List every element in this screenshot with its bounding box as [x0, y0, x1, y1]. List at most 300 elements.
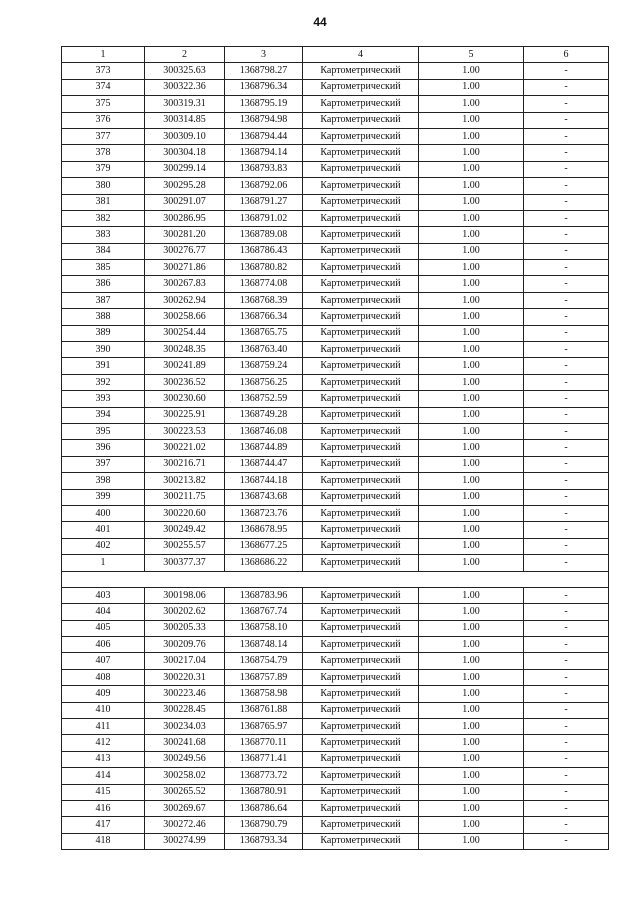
description-cell: -: [524, 456, 609, 472]
point-number-cell: 383: [62, 227, 145, 243]
accuracy-cell: 1.00: [419, 210, 524, 226]
table-row: [62, 702, 609, 718]
x-coordinate-cell: 300255.57: [145, 538, 225, 554]
table-row: [62, 161, 609, 177]
point-number-cell: 409: [62, 686, 145, 702]
accuracy-cell: 1.00: [419, 604, 524, 620]
point-number-cell: 413: [62, 751, 145, 767]
table-row: [62, 128, 609, 144]
point-number-cell: 399: [62, 489, 145, 505]
x-coordinate-cell: 300295.28: [145, 178, 225, 194]
x-coordinate-cell: 300262.94: [145, 292, 225, 308]
method-cell: Картометрический: [303, 489, 419, 505]
description-cell: -: [524, 178, 609, 194]
x-coordinate-cell: 300220.31: [145, 669, 225, 685]
point-number-cell: 400: [62, 505, 145, 521]
column-header: 6: [524, 47, 609, 63]
table-row: [62, 719, 609, 735]
method-cell: Картометрический: [303, 358, 419, 374]
method-cell: Картометрический: [303, 407, 419, 423]
table-header-row: [62, 47, 609, 63]
method-cell: Картометрический: [303, 276, 419, 292]
accuracy-cell: 1.00: [419, 505, 524, 521]
x-coordinate-cell: 300198.06: [145, 587, 225, 603]
x-coordinate-cell: 300319.31: [145, 96, 225, 112]
table-row: [62, 669, 609, 685]
point-number-cell: 388: [62, 309, 145, 325]
x-coordinate-cell: 300241.89: [145, 358, 225, 374]
accuracy-cell: 1.00: [419, 473, 524, 489]
y-coordinate-cell: [225, 571, 303, 587]
x-coordinate-cell: 300241.68: [145, 735, 225, 751]
point-number-cell: 393: [62, 391, 145, 407]
accuracy-cell: 1.00: [419, 800, 524, 816]
column-header: 5: [419, 47, 524, 63]
y-coordinate-cell: 1368793.34: [225, 833, 303, 849]
point-number-cell: 391: [62, 358, 145, 374]
point-number-cell: 418: [62, 833, 145, 849]
x-coordinate-cell: 300213.82: [145, 473, 225, 489]
method-cell: Картометрический: [303, 669, 419, 685]
method-cell: Картометрический: [303, 391, 419, 407]
y-coordinate-cell: 1368763.40: [225, 342, 303, 358]
point-number-cell: 387: [62, 292, 145, 308]
description-cell: -: [524, 555, 609, 571]
y-coordinate-cell: 1368791.02: [225, 210, 303, 226]
point-number-cell: 397: [62, 456, 145, 472]
description-cell: -: [524, 342, 609, 358]
description-cell: -: [524, 686, 609, 702]
x-coordinate-cell: 300265.52: [145, 784, 225, 800]
y-coordinate-cell: 1368743.68: [225, 489, 303, 505]
description-cell: -: [524, 423, 609, 439]
point-number-cell: 406: [62, 637, 145, 653]
point-number-cell: 389: [62, 325, 145, 341]
x-coordinate-cell: 300220.60: [145, 505, 225, 521]
method-cell: Картометрический: [303, 194, 419, 210]
y-coordinate-cell: 1368677.25: [225, 538, 303, 554]
table-row: [62, 210, 609, 226]
x-coordinate-cell: 300258.66: [145, 309, 225, 325]
accuracy-cell: 1.00: [419, 555, 524, 571]
point-number-cell: 376: [62, 112, 145, 128]
x-coordinate-cell: 300234.03: [145, 719, 225, 735]
table-row: [62, 325, 609, 341]
x-coordinate-cell: 300299.14: [145, 161, 225, 177]
y-coordinate-cell: 1368749.28: [225, 407, 303, 423]
description-cell: -: [524, 358, 609, 374]
accuracy-cell: 1.00: [419, 653, 524, 669]
method-cell: Картометрический: [303, 719, 419, 735]
point-number-cell: 416: [62, 800, 145, 816]
accuracy-cell: 1.00: [419, 292, 524, 308]
accuracy-cell: 1.00: [419, 342, 524, 358]
description-cell: -: [524, 128, 609, 144]
method-cell: [303, 571, 419, 587]
description-cell: -: [524, 702, 609, 718]
description-cell: -: [524, 292, 609, 308]
x-coordinate-cell: 300269.67: [145, 800, 225, 816]
description-cell: -: [524, 489, 609, 505]
y-coordinate-cell: 1368723.76: [225, 505, 303, 521]
x-coordinate-cell: 300286.95: [145, 210, 225, 226]
description-cell: -: [524, 96, 609, 112]
x-coordinate-cell: 300223.53: [145, 423, 225, 439]
method-cell: Картометрический: [303, 473, 419, 489]
table-row: [62, 522, 609, 538]
accuracy-cell: 1.00: [419, 817, 524, 833]
table-row: [62, 768, 609, 784]
accuracy-cell: 1.00: [419, 128, 524, 144]
x-coordinate-cell: 300221.02: [145, 440, 225, 456]
description-cell: -: [524, 325, 609, 341]
table-row: [62, 833, 609, 849]
table-row: [62, 538, 609, 554]
method-cell: Картометрический: [303, 702, 419, 718]
description-cell: -: [524, 79, 609, 95]
y-coordinate-cell: 1368771.41: [225, 751, 303, 767]
method-cell: Картометрический: [303, 784, 419, 800]
table-row: [62, 751, 609, 767]
method-cell: Картометрический: [303, 63, 419, 79]
method-cell: Картометрический: [303, 79, 419, 95]
y-coordinate-cell: 1368744.89: [225, 440, 303, 456]
x-coordinate-cell: 300216.71: [145, 456, 225, 472]
accuracy-cell: 1.00: [419, 391, 524, 407]
method-cell: Картометрический: [303, 128, 419, 144]
table-row: [62, 374, 609, 390]
point-number-cell: 398: [62, 473, 145, 489]
table-row: [62, 243, 609, 259]
x-coordinate-cell: 300223.46: [145, 686, 225, 702]
x-coordinate-cell: 300322.36: [145, 79, 225, 95]
point-number-cell: 415: [62, 784, 145, 800]
description-cell: -: [524, 620, 609, 636]
page-number: 44: [313, 15, 327, 29]
y-coordinate-cell: 1368780.82: [225, 260, 303, 276]
table-row: [62, 423, 609, 439]
accuracy-cell: 1.00: [419, 620, 524, 636]
accuracy-cell: 1.00: [419, 489, 524, 505]
description-cell: -: [524, 440, 609, 456]
accuracy-cell: 1.00: [419, 145, 524, 161]
x-coordinate-cell: 300202.62: [145, 604, 225, 620]
accuracy-cell: 1.00: [419, 243, 524, 259]
y-coordinate-cell: 1368774.08: [225, 276, 303, 292]
accuracy-cell: 1.00: [419, 112, 524, 128]
method-cell: Картометрический: [303, 817, 419, 833]
method-cell: Картометрический: [303, 555, 419, 571]
x-coordinate-cell: 300211.75: [145, 489, 225, 505]
description-cell: [524, 571, 609, 587]
method-cell: Картометрический: [303, 620, 419, 636]
accuracy-cell: [419, 571, 524, 587]
accuracy-cell: 1.00: [419, 538, 524, 554]
method-cell: Картометрический: [303, 342, 419, 358]
point-number-cell: 374: [62, 79, 145, 95]
y-coordinate-cell: 1368757.89: [225, 669, 303, 685]
y-coordinate-cell: 1368761.88: [225, 702, 303, 718]
accuracy-cell: 1.00: [419, 768, 524, 784]
column-header: 4: [303, 47, 419, 63]
description-cell: -: [524, 112, 609, 128]
x-coordinate-cell: 300205.33: [145, 620, 225, 636]
description-cell: -: [524, 374, 609, 390]
table-row: [62, 637, 609, 653]
point-number-cell: [62, 571, 145, 587]
accuracy-cell: 1.00: [419, 260, 524, 276]
x-coordinate-cell: 300281.20: [145, 227, 225, 243]
x-coordinate-cell: 300325.63: [145, 63, 225, 79]
accuracy-cell: 1.00: [419, 79, 524, 95]
method-cell: Картометрический: [303, 161, 419, 177]
x-coordinate-cell: 300228.45: [145, 702, 225, 718]
y-coordinate-cell: 1368758.98: [225, 686, 303, 702]
description-cell: -: [524, 669, 609, 685]
method-cell: Картометрический: [303, 587, 419, 603]
y-coordinate-cell: 1368767.74: [225, 604, 303, 620]
accuracy-cell: 1.00: [419, 735, 524, 751]
y-coordinate-cell: 1368678.95: [225, 522, 303, 538]
method-cell: Картометрический: [303, 243, 419, 259]
method-cell: Картометрический: [303, 145, 419, 161]
description-cell: -: [524, 522, 609, 538]
method-cell: Картометрический: [303, 260, 419, 276]
description-cell: -: [524, 145, 609, 161]
y-coordinate-cell: 1368796.34: [225, 79, 303, 95]
table-row: [62, 79, 609, 95]
point-number-cell: 404: [62, 604, 145, 620]
accuracy-cell: 1.00: [419, 325, 524, 341]
description-cell: -: [524, 243, 609, 259]
point-number-cell: 414: [62, 768, 145, 784]
accuracy-cell: 1.00: [419, 358, 524, 374]
point-number-cell: 378: [62, 145, 145, 161]
point-number-cell: 394: [62, 407, 145, 423]
y-coordinate-cell: 1368790.79: [225, 817, 303, 833]
point-number-cell: 380: [62, 178, 145, 194]
point-number-cell: 384: [62, 243, 145, 259]
accuracy-cell: 1.00: [419, 194, 524, 210]
table-row: [62, 456, 609, 472]
point-number-cell: 381: [62, 194, 145, 210]
y-coordinate-cell: 1368748.14: [225, 637, 303, 653]
description-cell: -: [524, 833, 609, 849]
method-cell: Картометрический: [303, 768, 419, 784]
method-cell: Картометрический: [303, 112, 419, 128]
accuracy-cell: 1.00: [419, 178, 524, 194]
table-row: [62, 96, 609, 112]
y-coordinate-cell: 1368756.25: [225, 374, 303, 390]
x-coordinate-cell: 300249.42: [145, 522, 225, 538]
table-row: [62, 342, 609, 358]
y-coordinate-cell: 1368765.97: [225, 719, 303, 735]
point-number-cell: 417: [62, 817, 145, 833]
accuracy-cell: 1.00: [419, 440, 524, 456]
accuracy-cell: 1.00: [419, 522, 524, 538]
x-coordinate-cell: 300314.85: [145, 112, 225, 128]
point-number-cell: 375: [62, 96, 145, 112]
y-coordinate-cell: 1368752.59: [225, 391, 303, 407]
description-cell: -: [524, 407, 609, 423]
accuracy-cell: 1.00: [419, 751, 524, 767]
table-row: [62, 391, 609, 407]
y-coordinate-cell: 1368770.11: [225, 735, 303, 751]
table-row: [62, 407, 609, 423]
x-coordinate-cell: 300248.35: [145, 342, 225, 358]
table-row: [62, 817, 609, 833]
y-coordinate-cell: 1368686.22: [225, 555, 303, 571]
y-coordinate-cell: 1368795.19: [225, 96, 303, 112]
table-row: [62, 227, 609, 243]
y-coordinate-cell: 1368791.27: [225, 194, 303, 210]
table-row: [62, 440, 609, 456]
y-coordinate-cell: 1368780.91: [225, 784, 303, 800]
description-cell: -: [524, 161, 609, 177]
method-cell: Картометрический: [303, 604, 419, 620]
table-row: [62, 112, 609, 128]
description-cell: -: [524, 260, 609, 276]
point-number-cell: 382: [62, 210, 145, 226]
y-coordinate-cell: 1368744.47: [225, 456, 303, 472]
point-number-cell: 377: [62, 128, 145, 144]
y-coordinate-cell: 1368794.98: [225, 112, 303, 128]
accuracy-cell: 1.00: [419, 587, 524, 603]
x-coordinate-cell: 300217.04: [145, 653, 225, 669]
method-cell: Картометрический: [303, 227, 419, 243]
point-number-cell: 407: [62, 653, 145, 669]
x-coordinate-cell: 300249.56: [145, 751, 225, 767]
x-coordinate-cell: 300209.76: [145, 637, 225, 653]
table-row: [62, 276, 609, 292]
table-row: [62, 194, 609, 210]
description-cell: -: [524, 505, 609, 521]
accuracy-cell: 1.00: [419, 276, 524, 292]
accuracy-cell: 1.00: [419, 407, 524, 423]
x-coordinate-cell: 300291.07: [145, 194, 225, 210]
description-cell: -: [524, 587, 609, 603]
table-row: [62, 178, 609, 194]
accuracy-cell: 1.00: [419, 719, 524, 735]
x-coordinate-cell: 300258.02: [145, 768, 225, 784]
y-coordinate-cell: 1368783.96: [225, 587, 303, 603]
method-cell: Картометрический: [303, 653, 419, 669]
accuracy-cell: 1.00: [419, 96, 524, 112]
accuracy-cell: 1.00: [419, 637, 524, 653]
point-number-cell: 390: [62, 342, 145, 358]
point-number-cell: 395: [62, 423, 145, 439]
x-coordinate-cell: [145, 571, 225, 587]
point-number-cell: 408: [62, 669, 145, 685]
column-header: 3: [225, 47, 303, 63]
table-row: [62, 260, 609, 276]
point-number-cell: 1: [62, 555, 145, 571]
coordinates-table: [61, 46, 609, 850]
x-coordinate-cell: 300276.77: [145, 243, 225, 259]
description-cell: -: [524, 210, 609, 226]
table-row: [62, 800, 609, 816]
table-row: [62, 653, 609, 669]
table-row: [62, 784, 609, 800]
y-coordinate-cell: 1368786.64: [225, 800, 303, 816]
table-row: [62, 587, 609, 603]
description-cell: -: [524, 719, 609, 735]
method-cell: Картометрический: [303, 637, 419, 653]
x-coordinate-cell: 300272.46: [145, 817, 225, 833]
method-cell: Картометрический: [303, 686, 419, 702]
description-cell: -: [524, 227, 609, 243]
method-cell: Картометрический: [303, 735, 419, 751]
method-cell: Картометрический: [303, 210, 419, 226]
description-cell: -: [524, 751, 609, 767]
method-cell: Картометрический: [303, 178, 419, 194]
accuracy-cell: 1.00: [419, 423, 524, 439]
point-number-cell: 379: [62, 161, 145, 177]
table-row: [62, 735, 609, 751]
x-coordinate-cell: 300274.99: [145, 833, 225, 849]
description-cell: -: [524, 276, 609, 292]
method-cell: Картометрический: [303, 374, 419, 390]
accuracy-cell: 1.00: [419, 686, 524, 702]
method-cell: Картометрический: [303, 833, 419, 849]
description-cell: -: [524, 473, 609, 489]
coordinates-table-body: [62, 47, 609, 850]
table-row: [62, 686, 609, 702]
y-coordinate-cell: 1368786.43: [225, 243, 303, 259]
point-number-cell: 402: [62, 538, 145, 554]
accuracy-cell: 1.00: [419, 784, 524, 800]
point-number-cell: 401: [62, 522, 145, 538]
method-cell: Картометрический: [303, 292, 419, 308]
x-coordinate-cell: 300236.52: [145, 374, 225, 390]
description-cell: -: [524, 391, 609, 407]
point-number-cell: 405: [62, 620, 145, 636]
method-cell: Картометрический: [303, 751, 419, 767]
method-cell: Картометрический: [303, 800, 419, 816]
y-coordinate-cell: 1368746.08: [225, 423, 303, 439]
method-cell: Картометрический: [303, 456, 419, 472]
column-header: 2: [145, 47, 225, 63]
method-cell: Картометрический: [303, 538, 419, 554]
accuracy-cell: 1.00: [419, 702, 524, 718]
y-coordinate-cell: 1368789.08: [225, 227, 303, 243]
point-number-cell: 373: [62, 63, 145, 79]
description-cell: -: [524, 768, 609, 784]
y-coordinate-cell: 1368765.75: [225, 325, 303, 341]
description-cell: -: [524, 735, 609, 751]
y-coordinate-cell: 1368768.39: [225, 292, 303, 308]
accuracy-cell: 1.00: [419, 161, 524, 177]
y-coordinate-cell: 1368794.44: [225, 128, 303, 144]
accuracy-cell: 1.00: [419, 456, 524, 472]
table-row: [62, 292, 609, 308]
description-cell: -: [524, 604, 609, 620]
description-cell: -: [524, 309, 609, 325]
point-number-cell: 396: [62, 440, 145, 456]
point-number-cell: 410: [62, 702, 145, 718]
point-number-cell: 392: [62, 374, 145, 390]
y-coordinate-cell: 1368758.10: [225, 620, 303, 636]
point-number-cell: 403: [62, 587, 145, 603]
description-cell: -: [524, 800, 609, 816]
method-cell: Картометрический: [303, 505, 419, 521]
accuracy-cell: 1.00: [419, 669, 524, 685]
x-coordinate-cell: 300254.44: [145, 325, 225, 341]
x-coordinate-cell: 300230.60: [145, 391, 225, 407]
y-coordinate-cell: 1368792.06: [225, 178, 303, 194]
y-coordinate-cell: 1368794.14: [225, 145, 303, 161]
method-cell: Картометрический: [303, 440, 419, 456]
